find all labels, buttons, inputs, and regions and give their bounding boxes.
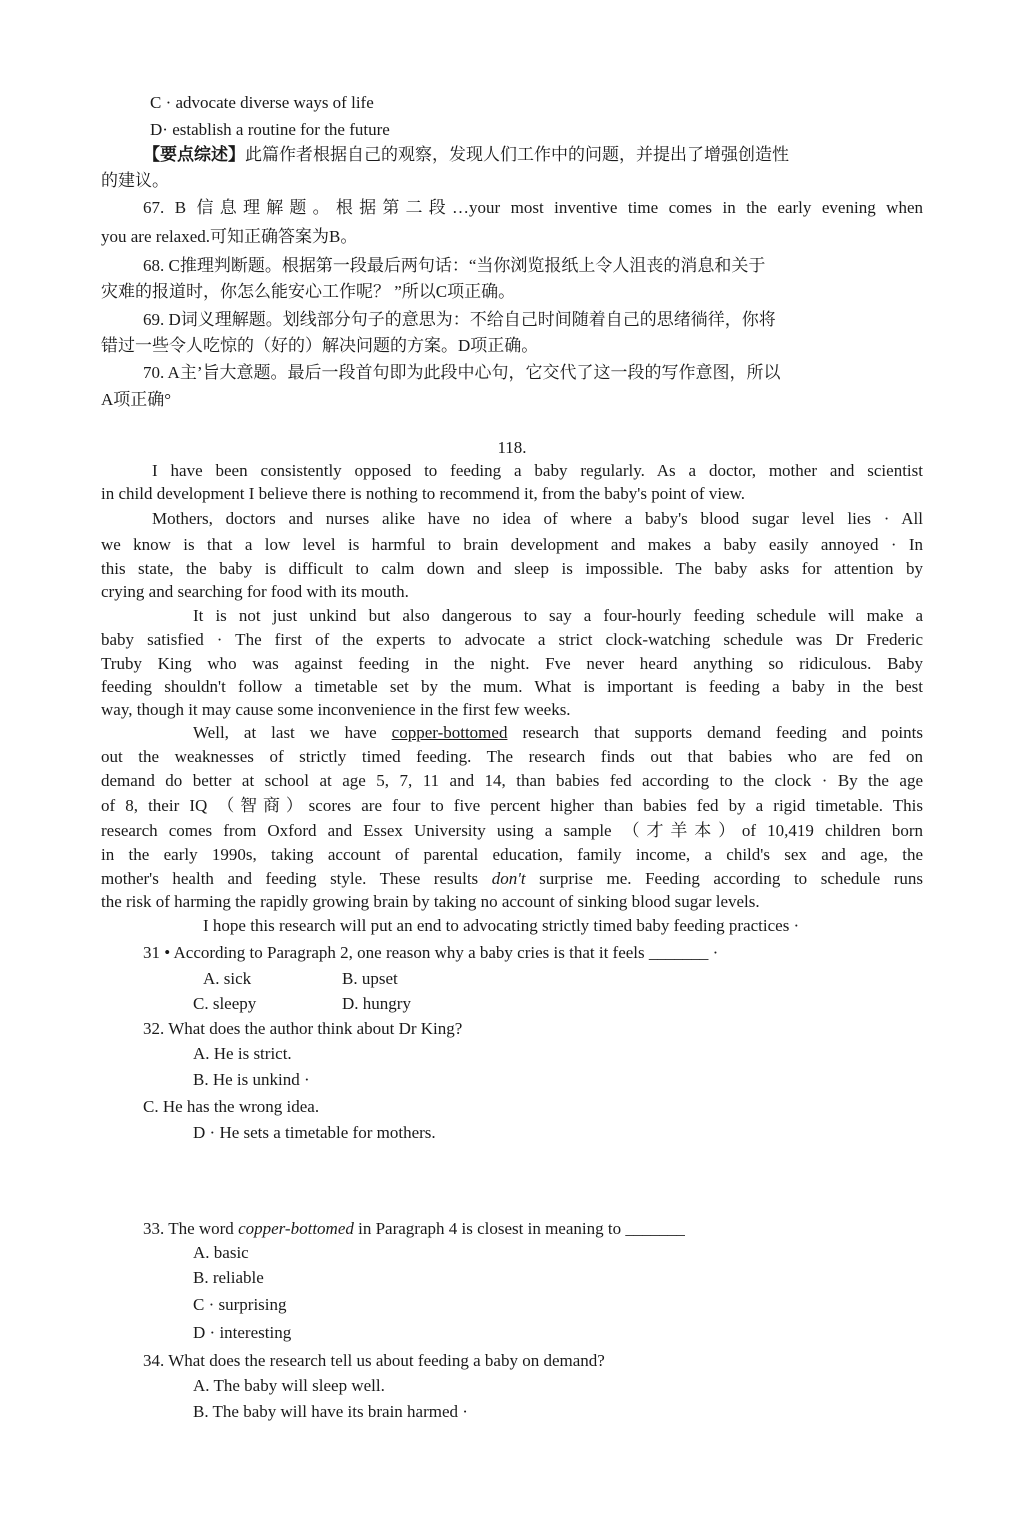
summary-text: 此篇作者根据自己的观察，发现人们工作中的问题，并提出了增强创造性	[245, 145, 789, 164]
p4-line-7	[101, 868, 923, 890]
q34-option-a: A. The baby will sleep well.	[193, 1376, 385, 1395]
p2-line-4: crying and searching for food with its mouth.	[101, 582, 409, 601]
p3-line-4: feeding shouldn't follow a timetable set by the mum. What is important is feeding a baby in the best	[101, 677, 923, 696]
passage-number: 118.	[497, 438, 527, 457]
q33-option-a: A. basic	[193, 1243, 249, 1262]
q32-option-c: C. He has the wrong idea.	[143, 1097, 320, 1116]
option-c: C · advocate diverse ways of life	[150, 93, 374, 112]
underlined-word: copper-bottomed	[391, 723, 508, 742]
q33-end: in Paragraph 4 is closest in meaning to _______	[353, 1219, 685, 1238]
p4-line-1	[193, 722, 923, 744]
option-d: D· establish a routine for the future	[150, 120, 390, 139]
p4-line-4: of 8, their IQ （智商）scores are four to five percent higher than babies fed by a rigid timetable. This	[101, 796, 923, 815]
summary-line-1	[143, 144, 789, 166]
q33-option-d: D · interesting	[193, 1323, 292, 1342]
q34-option-b: B. The baby will have its brain harmed ·	[193, 1402, 468, 1421]
p3-line-5: way, though it may cause some inconvenience in the first few weeks.	[101, 700, 571, 719]
p4-line-8: the risk of harming the rapidly growing brain by taking no account of sinking blood sugar levels.	[101, 892, 760, 911]
p4-line-7-end: surprise me. Feeding according to schedule runs	[525, 869, 924, 888]
p4-line-2: out the weaknesses of strictly timed feeding. The research finds out that babies who are fed on	[101, 747, 923, 766]
answer-70-line-1: 70. A主’旨大意题。最后一段首句即为此段中心句，它交代了这一段的写作意图，所以	[143, 363, 781, 382]
answer-69-line-2: 错过一些令人吃惊的（好的）解决问题的方案。D项正确。	[101, 336, 539, 355]
q33-italic-word: copper-bottomed	[238, 1219, 354, 1238]
q31-option-c: C. sleepy	[193, 994, 257, 1013]
q33-option-c: C · surprising	[193, 1295, 287, 1314]
p2-line-3: this state, the baby is difficult to calm down and sleep is impossible. The baby asks for attention by	[101, 559, 923, 578]
p4-line-1-start: Well, at last we have	[193, 723, 392, 742]
q32-option-a: A. He is strict.	[193, 1044, 292, 1063]
p1-line-2: in child development I believe there is nothing to recommend it, from the baby's point of view.	[101, 484, 746, 503]
p2-line-2: we know is that a low level is harmful to brain development and makes a baby easily annoyed · In	[101, 535, 923, 554]
p4-line-6: in the early 1990s, taking account of parental education, family income, a child's sex and age, the	[101, 845, 923, 864]
p5-line-1: I hope this research will put an end to advocating strictly timed baby feeding practices ·	[203, 916, 800, 935]
q31-option-d: D. hungry	[342, 994, 411, 1013]
p4-line-3: demand do better at school at age 5, 7, 11 and 14, than babies fed according to the clock · By the age	[101, 771, 923, 790]
p3-line-2: baby satisfied · The first of the experts to advocate a strict clock-watching schedule was Dr Frederic	[101, 630, 923, 649]
answer-68-line-2: 灾难的报道时，你怎么能安心工作呢？ ”所以C项正确。	[101, 282, 516, 301]
q32-option-d: D · He sets a timetable for mothers.	[193, 1123, 436, 1142]
p1-line-1: I have been consistently opposed to feeding a baby regularly. As a doctor, mother and scientist	[152, 461, 923, 480]
q32-option-b: B. He is unkind ·	[193, 1070, 310, 1089]
p4-line-7-start: mother's health and feeding style. These results	[101, 869, 492, 888]
answer-68-line-1: 68. C推理判断题。根据第一段最后两句话：“当你浏览报纸上令人沮丧的消息和关于	[143, 256, 766, 275]
q33-start: 33. The word	[143, 1219, 239, 1238]
q31-option-a: A. sick	[203, 969, 252, 988]
question-31: 31 • According to Paragraph 2, one reason why a baby cries is that it feels _______ ·	[143, 943, 719, 962]
answer-70-line-2: A项正确°	[101, 390, 172, 409]
p3-line-1: It is not just unkind but also dangerous to say a four-hourly feeding schedule will make a	[193, 606, 923, 625]
p2-line-1: Mothers, doctors and nurses alike have no idea of where a baby's blood sugar level lies · All	[152, 509, 923, 528]
question-33	[143, 1218, 685, 1240]
answer-67-line-2: you are relaxed.可知正确答案为B。	[101, 227, 358, 246]
summary-label: 【要点综述】	[143, 145, 245, 164]
p4-line-5: research comes from Oxford and Essex University using a sample （才羊本）of 10,419 children born	[101, 821, 923, 840]
q33-option-b: B. reliable	[193, 1268, 264, 1287]
p3-line-3: Truby King who was against feeding in the night. Fve never heard anything so ridiculous. Baby	[101, 654, 923, 673]
question-32: 32. What does the author think about Dr King?	[143, 1019, 463, 1038]
answer-67-line-1: 67. B 信息理解题。根据第二段…your most inventive time comes in the early evening when	[143, 198, 923, 217]
question-34: 34. What does the research tell us about feeding a baby on demand?	[143, 1351, 605, 1370]
summary-line-2: 的建议。	[101, 171, 169, 190]
answer-69-line-1: 69. D词义理解题。划线部分句子的意思为：不给自己时间随着自己的思绪徜徉，你将	[143, 310, 776, 329]
p4-line-1-end: research that supports demand feeding and points	[507, 723, 923, 742]
q31-option-b: B. upset	[342, 969, 398, 988]
italic-word: don't	[491, 869, 526, 888]
